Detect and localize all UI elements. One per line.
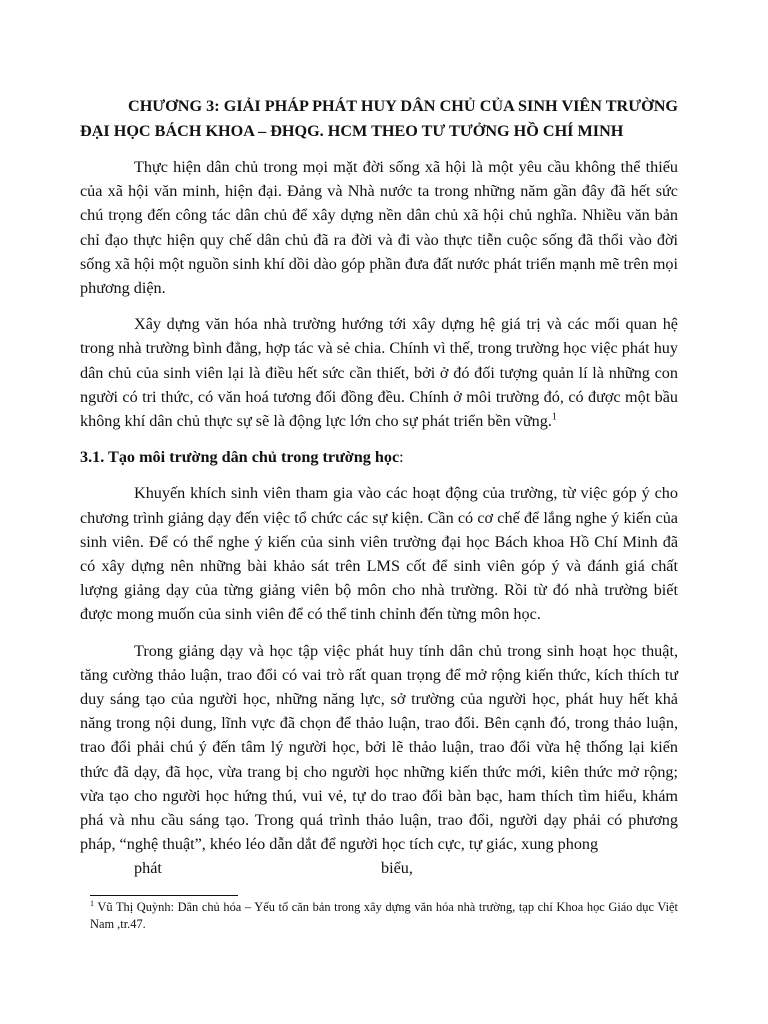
intro-paragraph-1: Thực hiện dân chủ trong mọi mặt đời sống xã hội là một yêu cầu không thể thiếu của xã hội văn minh, hiện đại. Đảng và Nhà nước ta trong những năm gần đây đã hết sức chú trọng đến công tác dân chủ để xây dựng nền dân chủ xã hội chủ nghĩa. Nhiều văn bản chỉ đạo thực hiện quy chế dân chủ đã ra đời và đi vào thực tiễn cuộc sống đã thổi vào đời sống xã hội một nguồn sinh khí dồi dào góp phần đưa đất nước phát triển mạnh mẽ trên mọi phương diện. xyxy=(80,158,678,298)
footnote xyxy=(90,899,678,933)
footnote-marker: 1 xyxy=(90,898,94,908)
footnote-text: Vũ Thị Quỳnh: Dân chủ hóa – Yếu tố căn bản trong xây dựng văn hóa nhà trường, tạp chí Khoa học Giáo dục Việt Nam ,tr.47. xyxy=(90,900,678,931)
footnote-separator xyxy=(90,895,238,896)
section-paragraph-1: Khuyến khích sinh viên tham gia vào các hoạt động của trường, từ việc góp ý cho chương trình giảng dạy đến việc tổ chức các sự kiện. Cần có cơ chế để lắng nghe ý kiến của sinh viên. Để có thể nghe ý kiến của sinh viên trường đại học Bách khoa Hồ Chí Minh đã có xây dựng nên những bài khảo sát trên LMS cốt để sinh viên góp ý và đánh giá chất lượng giảng dạy của từng giảng viên bộ môn cho nhà trường. Rồi từ đó nhà trường biết được mong muốn của sinh viên để có thể tinh chỉnh đến từng môn học. xyxy=(80,484,678,624)
section-paragraph-2: Trong giảng dạy và học tập việc phát huy tính dân chủ trong sinh hoạt học thuật, tăng cường thảo luận, trao đổi có vai trò rất quan trọng để mở rộng kiến thức, kích thích tư duy sáng tạo của người học, những năng lực, sở trường của người học, phát huy hết khả năng trong nội dung, lĩnh vực đã chọn để thảo luận, trao đổi. Bên cạnh đó, trong thảo luận, trao đổi phải chú ý đến tâm lý người học, bởi lẽ thảo luận, trao đổi vừa hệ thống lại kiến thức đã dạy, đã học, vừa trang bị cho người học những kiến thức mới, kiên thức mở rộng; vừa tạo cho người học hứng thú, vui vẻ, tự do trao đổi bàn bạc, ham thích tìm hiểu, khám phá và nhu cầu sáng tạo. Trong quá trình thảo luận, trao đổi, người dạy phải có phương pháp, “nghệ thuật”, khéo léo dẫn dắt để người học tích cực, tự giác, xung phong xyxy=(80,641,678,854)
last-line-word-1: phát xyxy=(134,859,162,878)
section-heading-colon: : xyxy=(399,448,404,467)
footnote-reference[interactable]: 1 xyxy=(551,411,557,423)
document-body xyxy=(80,94,678,880)
intro-paragraph-2 xyxy=(80,312,678,433)
section-heading xyxy=(80,445,678,469)
last-line-word-2: biểu, xyxy=(381,859,413,878)
chapter-title: CHƯƠNG 3: GIẢI PHÁP PHÁT HUY DÂN CHỦ CỦA SINH VIÊN TRƯỜNG ĐẠI HỌC BÁCH KHOA – ĐHQG. HCM THEO TƯ TƯỞNG HỒ CHÍ MINH xyxy=(80,97,678,140)
intro-paragraph-2-text: Xây dựng văn hóa nhà trường hướng tới xây dựng hệ giá trị và các mối quan hệ trong nhà trường bình đẳng, hợp tác và sẻ chia. Chính vì thế, trong trường học việc phát huy dân chủ của sinh viên lại là điều hết sức cần thiết, bởi ở đó đối tượng quản lí là những con người có tri thức, có văn hoá tương đối đồng đều. Chính ở môi trường đó, có được một bầu không khí dân chủ thực sự sẽ là động lực lớn cho sự phát triển bền vững. xyxy=(80,315,678,431)
section-paragraph-2-last-line xyxy=(80,856,678,880)
section-heading-text: 3.1. Tạo môi trường dân chủ trong trường học xyxy=(80,448,400,467)
